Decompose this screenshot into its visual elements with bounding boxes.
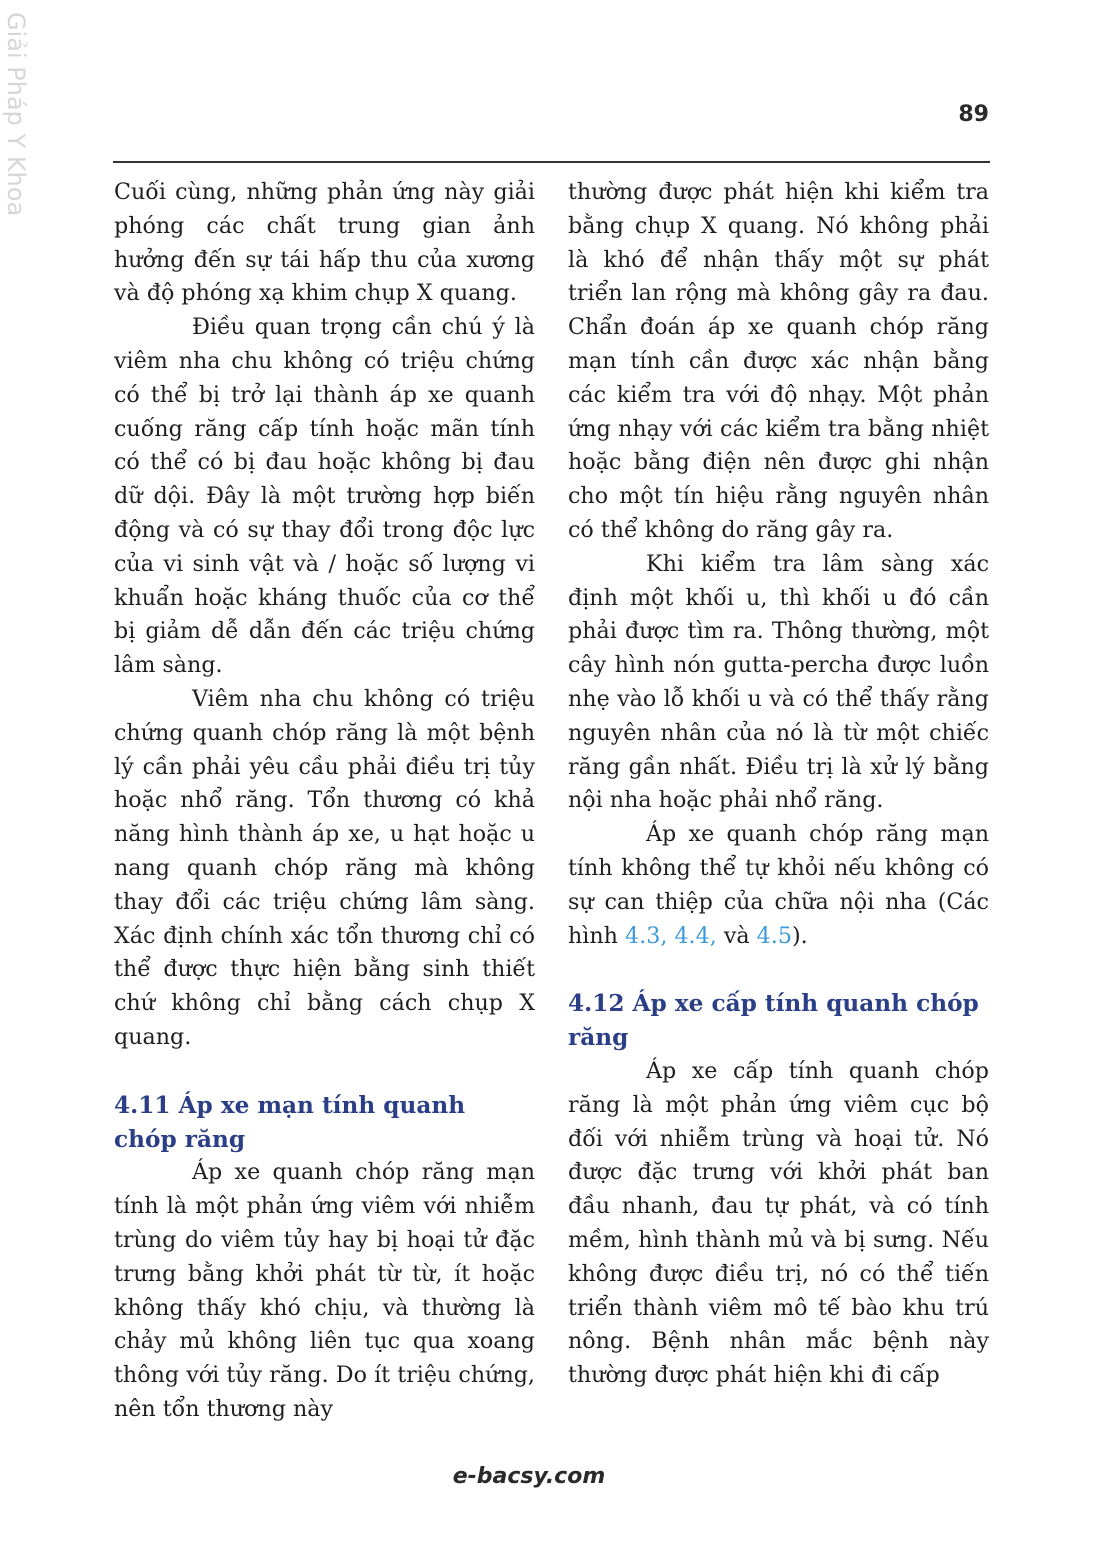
paragraph: Điều quan trọng cần chú ý là viêm nha chu không có triệu chứng có thể bị trở lại thành áp xe quanh cuống răng cấp tính hoặc mãn tính có thể có bị đau hoặc không bị đau dữ dội. Đây là một trường hợp biến động và có sự thay đổi trong độc lực của vi sinh vật và / hoặc số lượng vi khuẩn hoặc kháng thuốc của cơ thể bị giảm dễ dẫn đến các triệu chứng lâm sàng. xyxy=(114,314,535,679)
paragraph xyxy=(568,818,989,953)
section-heading-4-12: 4.12 Áp xe cấp tính quanh chóp răng xyxy=(568,990,979,1052)
paragraph-text: ). xyxy=(791,922,808,949)
figure-link-4-5[interactable]: 4.5 xyxy=(756,922,792,949)
right-column xyxy=(568,176,989,1393)
paragraph: Áp xe quanh chóp răng mạn tính là một phản ứng viêm với nhiễm trùng do viêm tủy hay bị hoại tử đặc trưng bằng khởi phát từ từ, ít hoặc không thấy khó chịu, và thường là chảy mủ không liên tục qua xoang thông với tủy răng. Do ít triệu chứng, nên tổn thương này xyxy=(114,1159,535,1422)
paragraph: thường được phát hiện khi kiểm tra bằng chụp X quang. Nó không phải là khó để nhận thấy một sự phát triển lan rộng mà không gây ra đau. Chẩn đoán áp xe quanh chóp răng mạn tính cần được xác nhận bằng các kiểm tra với độ nhạy. Một phản ứng nhạy với các kiểm tra bằng nhiệt hoặc bằng điện nên được ghi nhận cho một tín hiệu rằng nguyên nhân có thể không do răng gây ra. xyxy=(568,179,989,543)
paragraph: Áp xe cấp tính quanh chóp răng là một phản ứng viêm cục bộ đối với nhiễm trùng và hoại tử. Nó được đặc trưng với khởi phát ban đầu nhanh, đau tự phát, và có tính mềm, hình thành mủ và bị sưng. Nếu không được điều trị, nó có thể tiến triển thành viêm mô tế bào khu trú nông. Bệnh nhân mắc bệnh này thường được phát hiện khi đi cấp xyxy=(568,1057,989,1389)
footer-site: e-bacsy.com xyxy=(452,1464,606,1489)
side-watermark: Giải Pháp Y Khoa xyxy=(2,12,30,217)
paragraph-text: Áp xe quanh chóp răng mạn tính không thể tự khỏi nếu không có sự can thiệp của chữa nội nha (Các hình xyxy=(568,821,989,949)
paragraph-text: và xyxy=(723,922,750,949)
header-rule xyxy=(113,161,990,163)
spacer xyxy=(114,1055,535,1089)
section-heading-4-11: 4.11 Áp xe mạn tính quanh chóp răng xyxy=(114,1091,466,1153)
left-column xyxy=(114,176,535,1427)
paragraph: Cuối cùng, những phản ứng này giải phóng các chất trung gian ảnh hưởng đến sự tái hấp thu của xương và độ phóng xạ khim chụp X quang. xyxy=(114,179,535,307)
spacer xyxy=(568,953,989,987)
paragraph: Khi kiểm tra lâm sàng xác định một khối u, thì khối u đó cần phải được tìm ra. Thông thường, một cây hình nón gutta-percha được luồn nhẹ vào lỗ khối u và có thể thấy rằng nguyên nhân của nó là từ một chiếc răng gần nhất. Điều trị là xử lý bằng nội nha hoặc phải nhổ răng. xyxy=(568,550,989,814)
page-number: 89 xyxy=(958,102,989,127)
figure-link-4-3[interactable]: 4.3, xyxy=(625,922,668,949)
paragraph: Viêm nha chu không có triệu chứng quanh chóp răng là một bệnh lý cần phải yêu cầu phải điều trị tủy hoặc nhổ răng. Tổn thương có khả năng hình thành áp xe, u hạt hoặc u nang quanh chóp răng mà không thay đổi các triệu chứng lâm sàng. Xác định chính xác tổn thương chỉ có thể được thực hiện bằng sinh thiết chứ không chỉ bằng cách chụp X quang. xyxy=(114,685,535,1050)
figure-link-4-4[interactable]: 4.4, xyxy=(674,922,717,949)
